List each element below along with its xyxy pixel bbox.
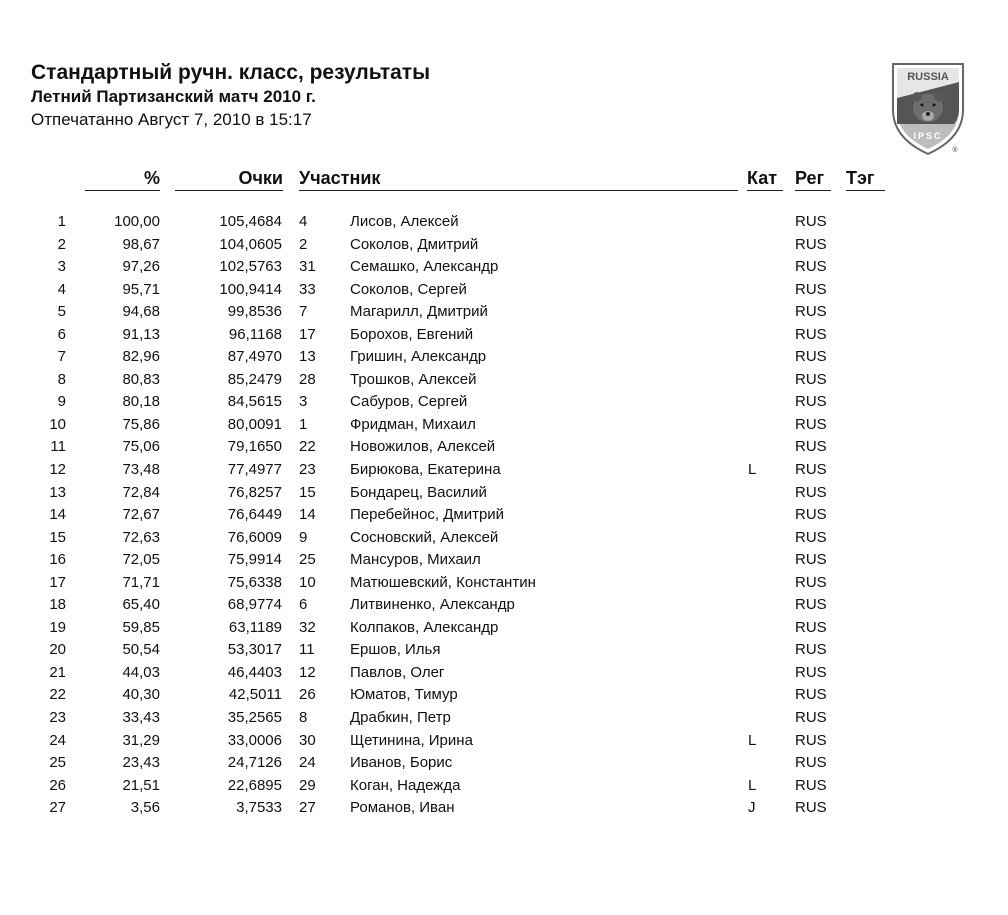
percent-cell: 98,67 xyxy=(122,235,160,253)
points-cell: 3,7533 xyxy=(236,799,282,817)
competitor-name-cell: Романов, Иван xyxy=(350,799,455,817)
region-cell: RUS xyxy=(795,663,827,681)
percent-cell: 3,56 xyxy=(130,799,160,817)
printed-timestamp: Отпечатанно Август 7, 2010 в 15:17 xyxy=(31,110,312,129)
table-row xyxy=(0,482,1008,505)
competitor-number-cell: 25 xyxy=(299,551,316,569)
table-row xyxy=(0,797,1008,820)
table-row xyxy=(0,594,1008,617)
points-cell: 46,4403 xyxy=(227,663,282,681)
percent-cell: 91,13 xyxy=(122,325,160,343)
report-title: Стандартный ручн. класс, результаты xyxy=(31,61,431,84)
competitor-number-cell: 24 xyxy=(299,754,316,772)
competitor-name-cell: Колпаков, Александр xyxy=(350,618,499,636)
competitor-name-cell: Матюшевский, Константин xyxy=(350,573,536,591)
column-header-tag: Тэг xyxy=(846,166,885,191)
table-row xyxy=(0,369,1008,392)
table-row xyxy=(0,436,1008,459)
competitor-number-cell: 27 xyxy=(299,799,316,817)
place-cell: 4 xyxy=(57,280,66,298)
percent-cell: 80,83 xyxy=(122,370,160,388)
column-header-points: Очки xyxy=(175,166,283,191)
competitor-number-cell: 6 xyxy=(299,596,308,614)
table-row xyxy=(0,549,1008,572)
points-cell: 100,9414 xyxy=(219,280,282,298)
region-cell: RUS xyxy=(795,573,827,591)
points-cell: 96,1168 xyxy=(228,325,282,343)
table-row xyxy=(0,346,1008,369)
competitor-number-cell: 32 xyxy=(299,618,316,636)
region-cell: RUS xyxy=(795,799,827,817)
region-cell: RUS xyxy=(795,596,827,614)
column-header-competitor: Участник xyxy=(299,166,738,191)
place-cell: 15 xyxy=(49,528,66,546)
competitor-name-cell: Фридман, Михаил xyxy=(350,415,476,433)
competitor-name-cell: Мансуров, Михаил xyxy=(350,551,481,569)
percent-cell: 97,26 xyxy=(122,258,160,276)
percent-cell: 21,51 xyxy=(122,776,160,794)
place-cell: 17 xyxy=(49,573,66,591)
place-cell: 7 xyxy=(57,348,66,366)
region-cell: RUS xyxy=(795,461,827,479)
place-cell: 11 xyxy=(50,438,66,456)
region-cell: RUS xyxy=(795,303,827,321)
place-cell: 1 xyxy=(57,213,66,230)
competitor-name-cell: Сосновский, Алексей xyxy=(350,528,499,546)
table-row xyxy=(0,707,1008,730)
place-cell: 2 xyxy=(57,235,66,253)
place-cell: 24 xyxy=(49,731,66,749)
competitor-number-cell: 30 xyxy=(299,731,316,749)
place-cell: 25 xyxy=(49,754,66,772)
percent-cell: 72,84 xyxy=(122,483,160,501)
table-row xyxy=(0,324,1008,347)
competitor-number-cell: 23 xyxy=(299,461,316,479)
table-row xyxy=(0,662,1008,685)
percent-cell: 72,67 xyxy=(122,506,160,524)
place-cell: 18 xyxy=(49,596,66,614)
competitor-number-cell: 22 xyxy=(299,438,316,456)
points-cell: 75,6338 xyxy=(227,573,282,591)
percent-cell: 75,86 xyxy=(122,415,160,433)
match-name: Летний Партизанский матч 2010 г. xyxy=(31,87,316,106)
points-cell: 42,5011 xyxy=(228,686,282,704)
table-row xyxy=(0,391,1008,414)
percent-cell: 80,18 xyxy=(122,393,160,411)
competitor-number-cell: 33 xyxy=(299,280,316,298)
region-cell: RUS xyxy=(795,213,827,230)
competitor-name-cell: Гришин, Александр xyxy=(350,348,487,366)
region-cell: RUS xyxy=(795,280,827,298)
svg-text:®: ® xyxy=(952,147,958,154)
region-cell: RUS xyxy=(795,709,827,727)
percent-cell: 72,63 xyxy=(122,528,160,546)
competitor-number-cell: 7 xyxy=(299,303,308,321)
column-header-category: Кат xyxy=(747,166,783,191)
percent-cell: 40,30 xyxy=(122,686,160,704)
table-row xyxy=(0,730,1008,753)
table-row xyxy=(0,256,1008,279)
competitor-number-cell: 10 xyxy=(299,573,316,591)
competitor-number-cell: 8 xyxy=(299,709,308,727)
region-cell: RUS xyxy=(795,438,827,456)
competitor-number-cell: 2 xyxy=(299,235,308,253)
points-cell: 22,6895 xyxy=(227,776,282,794)
points-cell: 24,7126 xyxy=(227,754,282,772)
points-cell: 80,0091 xyxy=(227,415,282,433)
competitor-number-cell: 13 xyxy=(299,348,316,366)
competitor-name-cell: Новожилов, Алексей xyxy=(350,438,496,456)
competitor-number-cell: 17 xyxy=(299,325,316,343)
points-cell: 33,0006 xyxy=(227,731,282,749)
region-cell: RUS xyxy=(795,551,827,569)
competitor-number-cell: 3 xyxy=(299,393,308,411)
competitor-number-cell: 29 xyxy=(299,776,316,794)
region-cell: RUS xyxy=(795,528,827,546)
place-cell: 8 xyxy=(57,370,66,388)
competitor-number-cell: 26 xyxy=(299,686,316,704)
percent-cell: 50,54 xyxy=(122,641,160,659)
place-cell: 19 xyxy=(49,618,66,636)
bear-shield-icon xyxy=(888,58,968,158)
percent-cell: 59,85 xyxy=(122,618,160,636)
place-cell: 16 xyxy=(49,551,66,569)
points-cell: 87,4970 xyxy=(227,348,282,366)
region-cell: RUS xyxy=(795,731,827,749)
category-cell: L xyxy=(748,461,757,479)
region-cell: RUS xyxy=(795,506,827,524)
percent-cell: 65,40 xyxy=(122,596,160,614)
region-cell: RUS xyxy=(795,370,827,388)
place-cell: 5 xyxy=(57,303,66,321)
percent-cell: 44,03 xyxy=(122,663,160,681)
table-row xyxy=(0,639,1008,662)
competitor-number-cell: 31 xyxy=(299,258,316,276)
place-cell: 10 xyxy=(49,415,66,433)
place-cell: 23 xyxy=(49,709,66,727)
competitor-name-cell: Лисов, Алексей xyxy=(350,213,459,230)
competitor-number-cell: 12 xyxy=(299,663,316,681)
place-cell: 9 xyxy=(57,393,66,411)
competitor-name-cell: Сабуров, Сергей xyxy=(350,393,468,411)
place-cell: 27 xyxy=(49,799,66,817)
region-cell: RUS xyxy=(795,393,827,411)
competitor-name-cell: Соколов, Сергей xyxy=(350,280,467,298)
place-cell: 21 xyxy=(49,663,66,681)
place-cell: 14 xyxy=(49,506,66,524)
region-cell: RUS xyxy=(795,235,827,253)
points-cell: 104,0605 xyxy=(219,235,282,253)
region-cell: RUS xyxy=(795,325,827,343)
table-row xyxy=(0,459,1008,482)
points-cell: 63,1189 xyxy=(228,618,282,636)
table-row xyxy=(0,752,1008,775)
region-cell: RUS xyxy=(795,776,827,794)
points-cell: 76,8257 xyxy=(227,483,282,501)
place-cell: 13 xyxy=(49,483,66,501)
points-cell: 84,5615 xyxy=(227,393,282,411)
svg-text:IPSC: IPSC xyxy=(913,131,943,141)
place-cell: 3 xyxy=(57,258,66,276)
competitor-number-cell: 9 xyxy=(299,528,308,546)
points-cell: 75,9914 xyxy=(227,551,282,569)
table-row xyxy=(0,775,1008,798)
region-cell: RUS xyxy=(795,348,827,366)
points-cell: 53,3017 xyxy=(227,641,282,659)
place-cell: 6 xyxy=(57,325,66,343)
table-row xyxy=(0,527,1008,550)
competitor-number-cell: 1 xyxy=(299,415,308,433)
percent-cell: 100,00 xyxy=(114,213,160,230)
competitor-number-cell: 14 xyxy=(299,506,316,524)
region-cell: RUS xyxy=(795,483,827,501)
category-cell: L xyxy=(748,731,757,749)
points-cell: 68,9774 xyxy=(227,596,282,614)
category-cell: L xyxy=(748,776,757,794)
results-table xyxy=(0,211,1008,820)
percent-cell: 73,48 xyxy=(122,461,160,479)
region-cell: RUS xyxy=(795,415,827,433)
competitor-name-cell: Иванов, Борис xyxy=(350,754,453,772)
competitor-name-cell: Драбкин, Петр xyxy=(350,709,451,727)
region-cell: RUS xyxy=(795,258,827,276)
competitor-name-cell: Бондарец, Василий xyxy=(350,483,487,501)
table-row xyxy=(0,572,1008,595)
competitor-number-cell: 15 xyxy=(299,483,316,501)
competitor-number-cell: 28 xyxy=(299,370,316,388)
competitor-number-cell: 11 xyxy=(299,641,315,659)
competitor-name-cell: Борохов, Евгений xyxy=(350,325,474,343)
table-row xyxy=(0,414,1008,437)
place-cell: 26 xyxy=(49,776,66,794)
region-cell: RUS xyxy=(795,754,827,772)
table-row xyxy=(0,684,1008,707)
percent-cell: 33,43 xyxy=(122,709,160,727)
percent-cell: 95,71 xyxy=(122,280,160,298)
svg-text:RUSSIA: RUSSIA xyxy=(907,71,949,83)
points-cell: 76,6009 xyxy=(227,528,282,546)
competitor-name-cell: Юматов, Тимур xyxy=(350,686,458,704)
competitor-name-cell: Семашко, Александр xyxy=(350,258,499,276)
competitor-name-cell: Щетинина, Ирина xyxy=(350,731,473,749)
competitor-name-cell: Бирюкова, Екатерина xyxy=(350,461,501,479)
place-cell: 22 xyxy=(49,686,66,704)
competitor-name-cell: Магарилл, Дмитрий xyxy=(350,303,488,321)
competitor-name-cell: Ершов, Илья xyxy=(350,641,441,659)
points-cell: 35,2565 xyxy=(227,709,282,727)
percent-cell: 72,05 xyxy=(122,551,160,569)
competitor-name-cell: Коган, Надежда xyxy=(350,776,461,794)
region-cell: RUS xyxy=(795,641,827,659)
points-cell: 105,4684 xyxy=(219,213,282,230)
region-cell: RUS xyxy=(795,618,827,636)
points-cell: 79,1650 xyxy=(227,438,282,456)
table-row xyxy=(0,234,1008,257)
region-cell: RUS xyxy=(795,686,827,704)
russia-ipsc-logo xyxy=(888,58,968,158)
percent-cell: 82,96 xyxy=(122,348,160,366)
place-cell: 12 xyxy=(49,461,66,479)
points-cell: 102,5763 xyxy=(219,258,282,276)
percent-cell: 94,68 xyxy=(122,303,160,321)
column-header-percent: % xyxy=(85,166,160,191)
points-cell: 99,8536 xyxy=(227,303,282,321)
column-header-region: Рег xyxy=(795,166,831,191)
category-cell: J xyxy=(748,799,756,817)
competitor-name-cell: Соколов, Дмитрий xyxy=(350,235,479,253)
points-cell: 77,4977 xyxy=(227,461,282,479)
percent-cell: 31,29 xyxy=(122,731,160,749)
place-cell: 20 xyxy=(49,641,66,659)
percent-cell: 71,71 xyxy=(122,573,160,591)
table-row xyxy=(0,504,1008,527)
table-row xyxy=(0,617,1008,640)
percent-cell: 23,43 xyxy=(122,754,160,772)
competitor-name-cell: Павлов, Олег xyxy=(350,663,445,681)
table-row xyxy=(0,211,1008,234)
competitor-name-cell: Перебейнос, Дмитрий xyxy=(350,506,505,524)
competitor-name-cell: Трошков, Алексей xyxy=(350,370,477,388)
table-row xyxy=(0,301,1008,324)
percent-cell: 75,06 xyxy=(122,438,160,456)
points-cell: 76,6449 xyxy=(227,506,282,524)
competitor-number-cell: 4 xyxy=(299,213,308,230)
competitor-name-cell: Литвиненко, Александр xyxy=(350,596,515,614)
points-cell: 85,2479 xyxy=(227,370,282,388)
table-row xyxy=(0,279,1008,302)
